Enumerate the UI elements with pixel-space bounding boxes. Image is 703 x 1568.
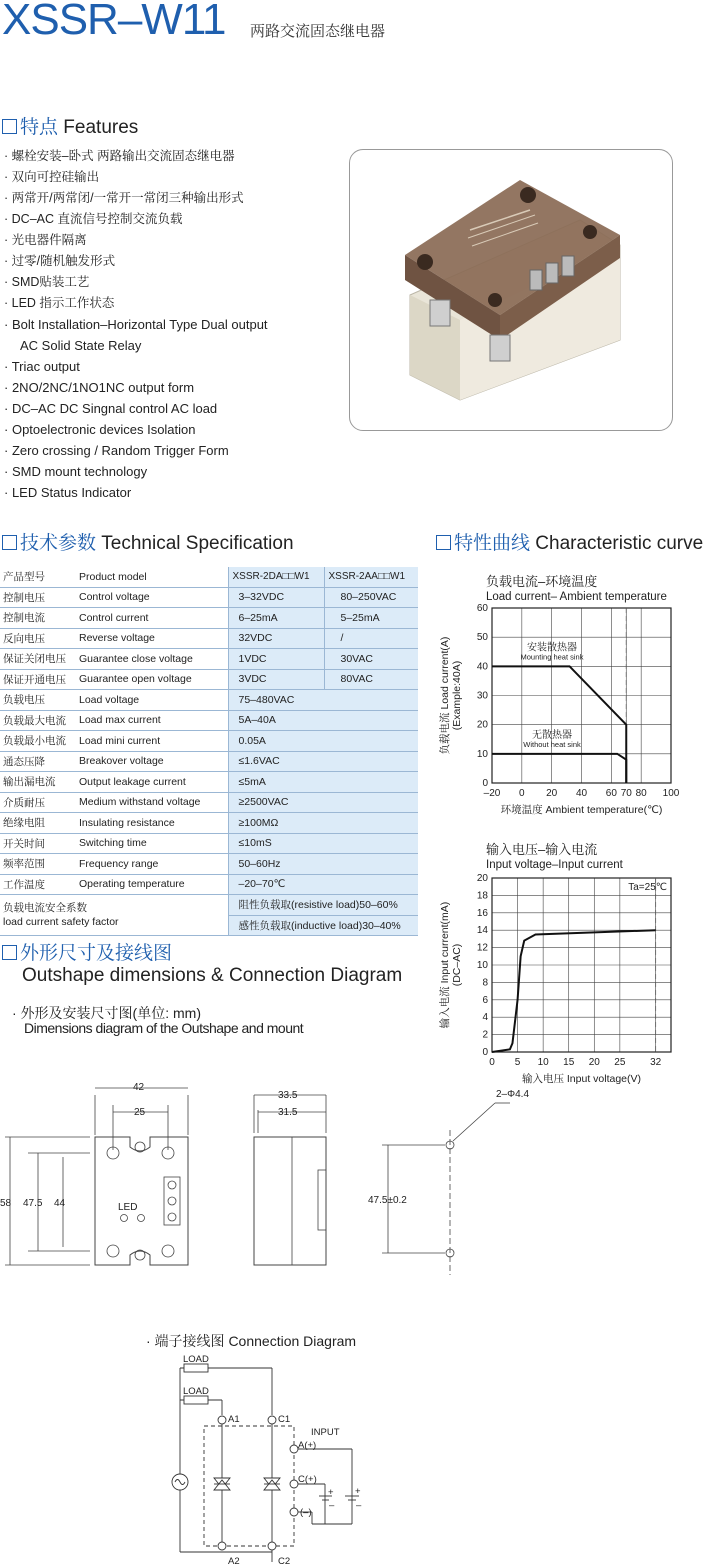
value-dc: 32VDC bbox=[228, 628, 324, 649]
param-cn: 频率范围 bbox=[0, 854, 76, 875]
feature-item: · SMD贴装工艺 bbox=[4, 275, 90, 289]
table-header-row bbox=[0, 567, 418, 587]
param-cn: 通态压降 bbox=[0, 751, 76, 772]
value-dc: 1VDC bbox=[228, 649, 324, 670]
header-cell: 产品型号 bbox=[0, 567, 76, 587]
y-tick-label: 4 bbox=[482, 1012, 488, 1024]
header-cell: XSSR-2DA□□W1 bbox=[228, 567, 324, 587]
y-tick-label: 50 bbox=[476, 632, 488, 644]
model-subtitle: 两路交流固态继电器 bbox=[250, 23, 386, 40]
x-tick-label: 25 bbox=[614, 1057, 626, 1068]
y-axis-label-2: (DC–AC) bbox=[451, 943, 463, 987]
param-en: Output leakage current bbox=[76, 772, 228, 793]
terminal-a-plus: A(+) bbox=[298, 1440, 317, 1451]
safety-en: load current safety factor bbox=[3, 916, 119, 928]
dim-pitch: 47.5±0.2 bbox=[368, 1195, 407, 1206]
value-ac: / bbox=[324, 628, 418, 649]
param-en: Load max current bbox=[76, 710, 228, 731]
y-tick-label: 20 bbox=[476, 719, 488, 731]
y-tick-label: 10 bbox=[476, 960, 488, 971]
value: 5A–40A bbox=[228, 710, 418, 731]
value-ac: 30VAC bbox=[324, 649, 418, 670]
value-ac: 80–250VAC bbox=[324, 587, 418, 608]
param-en: Control current bbox=[76, 608, 228, 629]
value: ≤10mS bbox=[228, 833, 418, 854]
param-en: Operating temperature bbox=[76, 874, 228, 895]
y-tick-label: 18 bbox=[476, 890, 488, 902]
param-cn: 绝缘电阻 bbox=[0, 813, 76, 834]
y-axis-label: 负载电流 Load current(A) bbox=[439, 636, 451, 755]
param-cn: 介质耐压 bbox=[0, 792, 76, 813]
chart-title: 负载电流–环境温度 bbox=[486, 574, 598, 589]
feature-item: · 2NO/2NC/1NO1NC output form bbox=[4, 380, 195, 395]
value: ≥2500VAC bbox=[228, 792, 418, 813]
table-row bbox=[0, 690, 418, 711]
value: 0.05A bbox=[228, 731, 418, 752]
dim-44: 44 bbox=[54, 1198, 66, 1209]
x-tick-label: 0 bbox=[489, 1057, 495, 1068]
value: ≤5mA bbox=[228, 772, 418, 793]
param-en: Frequency range bbox=[76, 854, 228, 875]
input-current-chart bbox=[436, 836, 680, 1092]
terminal-a2: A2 bbox=[228, 1556, 240, 1567]
square-icon bbox=[2, 119, 17, 134]
table-row bbox=[0, 813, 418, 834]
dim-47-5: 47.5 bbox=[23, 1198, 43, 1209]
y-tick-label: 10 bbox=[476, 748, 488, 760]
x-tick-label: –20 bbox=[483, 788, 501, 799]
series-label: 安装散热器 bbox=[527, 642, 577, 654]
value-ac: 5–25mA bbox=[324, 608, 418, 629]
battery-minus-1: – bbox=[329, 1500, 335, 1511]
y-tick-label: 0 bbox=[482, 778, 488, 789]
series-label-en: Without heat sink bbox=[523, 739, 581, 749]
x-tick-label: 15 bbox=[563, 1057, 575, 1068]
value: 75–480VAC bbox=[228, 690, 418, 711]
table-row bbox=[0, 833, 418, 854]
terminal-neg: (–) bbox=[300, 1507, 312, 1518]
outline-sub-en: Dimensions diagram of the Outshape and mount bbox=[24, 1020, 304, 1036]
param-cn: 保证开通电压 bbox=[0, 669, 76, 690]
dim-hole: 2–Φ4.4 bbox=[496, 1089, 530, 1100]
series-label: 无散热器 bbox=[532, 729, 572, 741]
product-photo bbox=[349, 149, 673, 431]
dim-led: LED bbox=[118, 1202, 138, 1213]
input-label: INPUT bbox=[311, 1427, 340, 1438]
safety-label bbox=[0, 895, 228, 936]
param-cn: 控制电流 bbox=[0, 608, 76, 629]
connection-diagram bbox=[160, 1352, 380, 1568]
value-dc: 3VDC bbox=[228, 669, 324, 690]
header-cell: XSSR-2AA□□W1 bbox=[324, 567, 418, 587]
param-cn: 开关时间 bbox=[0, 833, 76, 854]
x-tick-label: 60 bbox=[605, 788, 617, 799]
value-dc: 3–32VDC bbox=[228, 587, 324, 608]
chart-subtitle: Load current– Ambient temperature bbox=[486, 591, 667, 603]
param-cn: 保证关闭电压 bbox=[0, 649, 76, 670]
value-ac: 80VAC bbox=[324, 669, 418, 690]
feature-item: · Zero crossing / Random Trigger Form bbox=[4, 443, 229, 458]
x-tick-label: 100 bbox=[662, 788, 680, 799]
y-tick-label: 60 bbox=[476, 603, 488, 614]
feature-item: · Triac output bbox=[4, 359, 80, 374]
table-row bbox=[0, 731, 418, 752]
square-icon bbox=[2, 535, 17, 550]
x-tick-label: 0 bbox=[519, 788, 525, 799]
dim-25: 25 bbox=[134, 1107, 146, 1118]
battery-plus-1: + bbox=[328, 1487, 334, 1498]
table-row bbox=[0, 587, 418, 608]
series-label-en: Mounting heat sink bbox=[520, 652, 584, 662]
connection-title: · 端子接线图 Connection Diagram bbox=[146, 1333, 357, 1349]
table-row bbox=[0, 772, 418, 793]
dim-42: 42 bbox=[133, 1082, 145, 1093]
y-tick-label: 14 bbox=[476, 925, 488, 937]
table-row bbox=[0, 874, 418, 895]
chart-title: 输入电压–输入电流 bbox=[486, 842, 598, 857]
param-en: Insulating resistance bbox=[76, 813, 228, 834]
y-tick-label: 8 bbox=[482, 977, 488, 989]
param-cn: 负载最大电流 bbox=[0, 710, 76, 731]
terminal-c2: C2 bbox=[278, 1556, 291, 1567]
y-tick-label: 30 bbox=[476, 690, 488, 702]
feature-item: · 双向可控硅输出 bbox=[4, 170, 100, 184]
y-tick-label: 16 bbox=[476, 907, 488, 919]
load-current-chart bbox=[436, 568, 680, 824]
x-tick-label: 70 bbox=[620, 788, 632, 799]
table-row bbox=[0, 895, 418, 916]
y-tick-label: 12 bbox=[476, 942, 488, 954]
param-cn: 输出漏电流 bbox=[0, 772, 76, 793]
value: –20–70℃ bbox=[228, 874, 418, 895]
x-tick-label: 40 bbox=[575, 788, 588, 799]
param-en: Load voltage bbox=[76, 690, 228, 711]
outline-sub-cn: · 外形及安装尺寸图(单位: mm) bbox=[12, 1005, 201, 1021]
table-row bbox=[0, 628, 418, 649]
y-tick-label: 20 bbox=[476, 873, 488, 884]
features-heading: 特点 Features bbox=[2, 116, 138, 140]
series-line bbox=[492, 930, 656, 1052]
safety-inductive: 感性负载取(inductive load)30–40% bbox=[228, 915, 418, 936]
y-axis-label: 输入电流 Input current(mA) bbox=[439, 901, 451, 1029]
features-list bbox=[4, 146, 268, 503]
feature-item: · 过零/随机触发形式 bbox=[4, 254, 116, 268]
value: ≥100MΩ bbox=[228, 813, 418, 834]
feature-item: · SMD mount technology bbox=[4, 464, 148, 479]
param-en: Guarantee open voltage bbox=[76, 669, 228, 690]
x-axis-label: 输入电压 Input voltage(V) bbox=[521, 1073, 642, 1085]
table-row bbox=[0, 710, 418, 731]
feature-item: · DC–AC 直流信号控制交流负载 bbox=[4, 212, 183, 226]
table-row bbox=[0, 649, 418, 670]
terminal-a1: A1 bbox=[228, 1414, 240, 1425]
load-label-1: LOAD bbox=[183, 1354, 209, 1365]
param-cn: 负载电压 bbox=[0, 690, 76, 711]
value: 50–60Hz bbox=[228, 854, 418, 875]
table-row bbox=[0, 751, 418, 772]
outline-dimension-drawing bbox=[0, 1075, 680, 1280]
dim-33-5: 33.5 bbox=[278, 1090, 298, 1101]
feature-item: · DC–AC DC Singnal control AC load bbox=[4, 401, 218, 416]
safety-resistive: 阻性负载取(resistive load)50–60% bbox=[228, 895, 418, 916]
param-cn: 负载最小电流 bbox=[0, 731, 76, 752]
spec-table bbox=[0, 567, 418, 936]
x-tick-label: 5 bbox=[514, 1057, 521, 1068]
terminal-c-plus: C(+) bbox=[298, 1474, 317, 1485]
outline-heading-en: Outshape dimensions & Connection Diagram bbox=[22, 965, 403, 986]
value-dc: 6–25mA bbox=[228, 608, 324, 629]
feature-item: · Optoelectronic devices Isolation bbox=[4, 422, 196, 437]
param-en: Reverse voltage bbox=[76, 628, 228, 649]
outline-heading: 外形尺寸及接线图 bbox=[2, 942, 172, 966]
param-en: Breakover voltage bbox=[76, 751, 228, 772]
y-tick-label: 40 bbox=[476, 661, 488, 673]
feature-item: · 两常开/两常闭/一常开一常闭三种输出形式 bbox=[4, 191, 244, 205]
y-tick-label: 2 bbox=[482, 1029, 488, 1041]
param-cn: 控制电压 bbox=[0, 587, 76, 608]
param-cn: 工作温度 bbox=[0, 874, 76, 895]
param-en: Switching time bbox=[76, 833, 228, 854]
square-icon bbox=[2, 945, 17, 960]
chart-subtitle: Input voltage–Input current bbox=[486, 859, 623, 871]
dim-58: 58 bbox=[0, 1198, 12, 1209]
param-en: Control voltage bbox=[76, 587, 228, 608]
feature-item: · 光电器件隔离 bbox=[4, 233, 87, 247]
param-en: Medium withstand voltage bbox=[76, 792, 228, 813]
battery-minus-2: – bbox=[356, 1500, 362, 1511]
series-line bbox=[492, 754, 626, 783]
table-row bbox=[0, 608, 418, 629]
value: ≤1.6VAC bbox=[228, 751, 418, 772]
battery-plus-2: + bbox=[355, 1486, 361, 1497]
feature-item: · Bolt Installation–Horizontal Type Dual output bbox=[4, 317, 268, 332]
y-tick-label: 6 bbox=[482, 994, 488, 1006]
curves-heading: 特性曲线 Characteristic curve bbox=[436, 532, 703, 556]
feature-item: · LED 指示工作状态 bbox=[4, 296, 115, 310]
x-tick-label: 10 bbox=[537, 1057, 549, 1068]
param-cn: 反向电压 bbox=[0, 628, 76, 649]
spec-heading: 技术参数 Technical Specification bbox=[2, 532, 294, 556]
table-row bbox=[0, 669, 418, 690]
feature-item: · LED Status Indicator bbox=[4, 485, 132, 500]
terminal-c1: C1 bbox=[278, 1414, 291, 1425]
table-row bbox=[0, 854, 418, 875]
chart-note: Ta=25℃ bbox=[628, 882, 667, 893]
param-en: Guarantee close voltage bbox=[76, 649, 228, 670]
model-title: XSSR–W11 bbox=[2, 0, 226, 44]
table-row bbox=[0, 792, 418, 813]
safety-cn: 负载电流安全系数 bbox=[3, 902, 87, 914]
y-tick-label: 0 bbox=[482, 1047, 488, 1058]
x-tick-label: 32 bbox=[650, 1057, 662, 1068]
x-tick-label: 80 bbox=[635, 788, 647, 799]
header-cell: Product model bbox=[76, 567, 228, 587]
square-icon bbox=[436, 535, 451, 550]
feature-item: · 螺栓安装–卧式 两路输出交流固态继电器 bbox=[4, 149, 235, 163]
param-en: Load mini current bbox=[76, 731, 228, 752]
dim-31-5: 31.5 bbox=[278, 1107, 298, 1118]
feature-item: AC Solid State Relay bbox=[20, 338, 142, 353]
x-tick-label: 20 bbox=[546, 788, 558, 799]
x-tick-label: 20 bbox=[588, 1057, 600, 1068]
y-axis-label-2: (Example:40A) bbox=[451, 660, 463, 731]
x-axis-label: 环境温度 Ambient temperature(℃) bbox=[500, 804, 663, 816]
load-label-2: LOAD bbox=[183, 1386, 209, 1397]
